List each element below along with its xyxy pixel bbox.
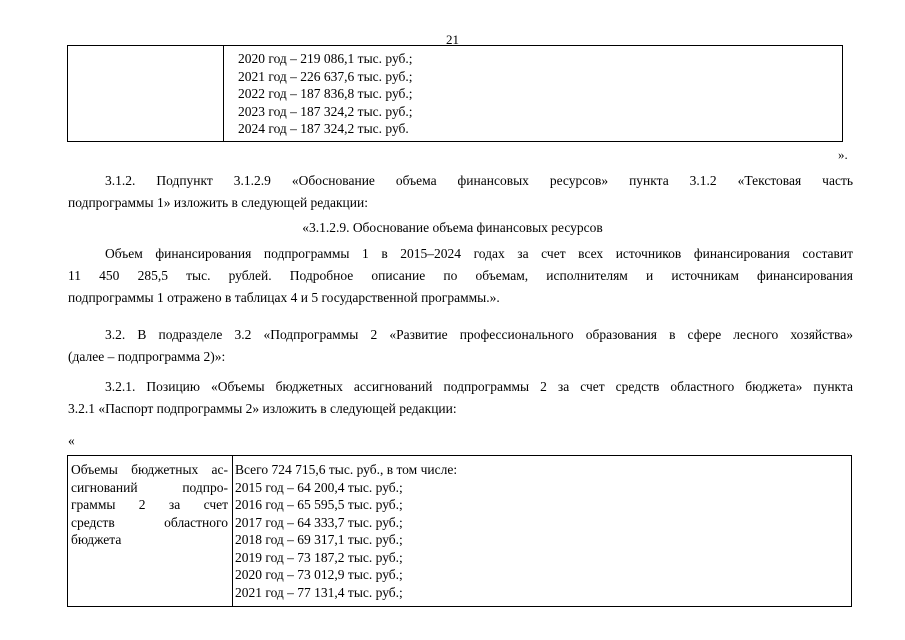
cell-text-line — [71, 461, 228, 479]
table-row: 2022 год – 187 836,8 тыс. руб.; — [238, 86, 413, 101]
word: счет — [203, 497, 228, 512]
cell-text-line — [71, 496, 228, 514]
paragraph-line: Объем финансирования подпрограммы 1 в 2015–2024 годах за счет всех источников финансирования составит — [105, 246, 853, 261]
paragraph-line: подпрограммы 1» изложить в следующей редакции: — [68, 195, 368, 210]
paragraph-line: 3.2.1. Позицию «Объемы бюджетных ассигнований подпрограммы 2 за счет средств областного бюджета» пункта — [105, 379, 853, 394]
paragraph-line: 3.2. В подразделе 3.2 «Подпрограммы 2 «Развитие профессионального образования в сфере лесного хозяйства» — [105, 327, 853, 342]
table-column-divider — [232, 456, 233, 606]
page-number: 21 — [446, 32, 459, 47]
table-row: 2021 год – 77 131,4 тыс. руб.; — [235, 584, 403, 600]
table-row: 2020 год – 219 086,1 тыс. руб.; — [238, 51, 413, 66]
cell-text-line — [71, 531, 228, 549]
word: подпро- — [182, 479, 228, 495]
word: средств — [71, 514, 115, 530]
table-row: 2024 год – 187 324,2 тыс. руб. — [238, 121, 409, 136]
paragraph-line: (далее – подпрограмма 2)»: — [68, 349, 226, 364]
paragraph-3-2 — [68, 324, 853, 368]
funding-table-continuation — [67, 45, 843, 142]
table-row: 2019 год – 73 187,2 тыс. руб.; — [235, 549, 403, 565]
paragraph-line: 3.1.2. Подпункт 3.1.2.9 «Обоснование объема финансовых ресурсов» пункта 3.1.2 «Текстовая часть — [105, 173, 853, 188]
paragraph-3-1-2 — [68, 170, 853, 214]
word: за — [168, 497, 181, 512]
budget-allocations-table — [67, 455, 852, 607]
word: ас- — [211, 462, 228, 477]
paragraph-line: 11 450 285,5 тыс. рублей. Подробное описание по объемам, исполнителям и источникам финансирования — [68, 268, 853, 283]
table-row: 2015 год – 64 200,4 тыс. руб.; — [235, 479, 403, 495]
word: областного — [164, 514, 228, 530]
table-column-divider — [223, 46, 224, 141]
table-cell-allocations-by-year — [235, 461, 457, 601]
word: бюджетных — [131, 462, 199, 477]
opening-quote-mark: « — [68, 433, 75, 448]
table-row: 2016 год – 65 595,5 тыс. руб.; — [235, 497, 403, 512]
paragraph-3-2-1 — [68, 376, 853, 420]
word: Объемы — [71, 462, 118, 477]
table-cell-funding-by-year — [238, 50, 413, 138]
paragraph-line: подпрограммы 1 отражено в таблицах 4 и 5 государственной программы.». — [68, 290, 500, 305]
table-row: 2020 год – 73 012,9 тыс. руб.; — [235, 567, 403, 582]
table-row: 2021 год – 226 637,6 тыс. руб.; — [238, 68, 413, 84]
cell-text-line — [71, 479, 228, 497]
table-cell-position-title — [71, 461, 228, 549]
table-row: 2023 год – 187 324,2 тыс. руб.; — [238, 103, 413, 119]
table-row: Всего 724 715,6 тыс. руб., в том числе: — [235, 462, 458, 477]
closing-quote-mark: ». — [838, 147, 848, 162]
word: 2 — [138, 497, 146, 512]
table-row: 2017 год – 64 333,7 тыс. руб.; — [235, 514, 403, 530]
word: сигнований — [71, 479, 138, 495]
section-heading: «3.1.2.9. Обоснование объема финансовых ресурсов — [302, 220, 603, 235]
table-row: 2018 год – 69 317,1 тыс. руб.; — [235, 532, 403, 547]
paragraph-financing-volume — [68, 243, 853, 309]
word: граммы — [71, 497, 116, 512]
paragraph-line: 3.2.1 «Паспорт подпрограммы 2» изложить в следующей редакции: — [68, 401, 457, 416]
word: бюджета — [71, 532, 122, 547]
cell-text-line — [71, 514, 228, 532]
